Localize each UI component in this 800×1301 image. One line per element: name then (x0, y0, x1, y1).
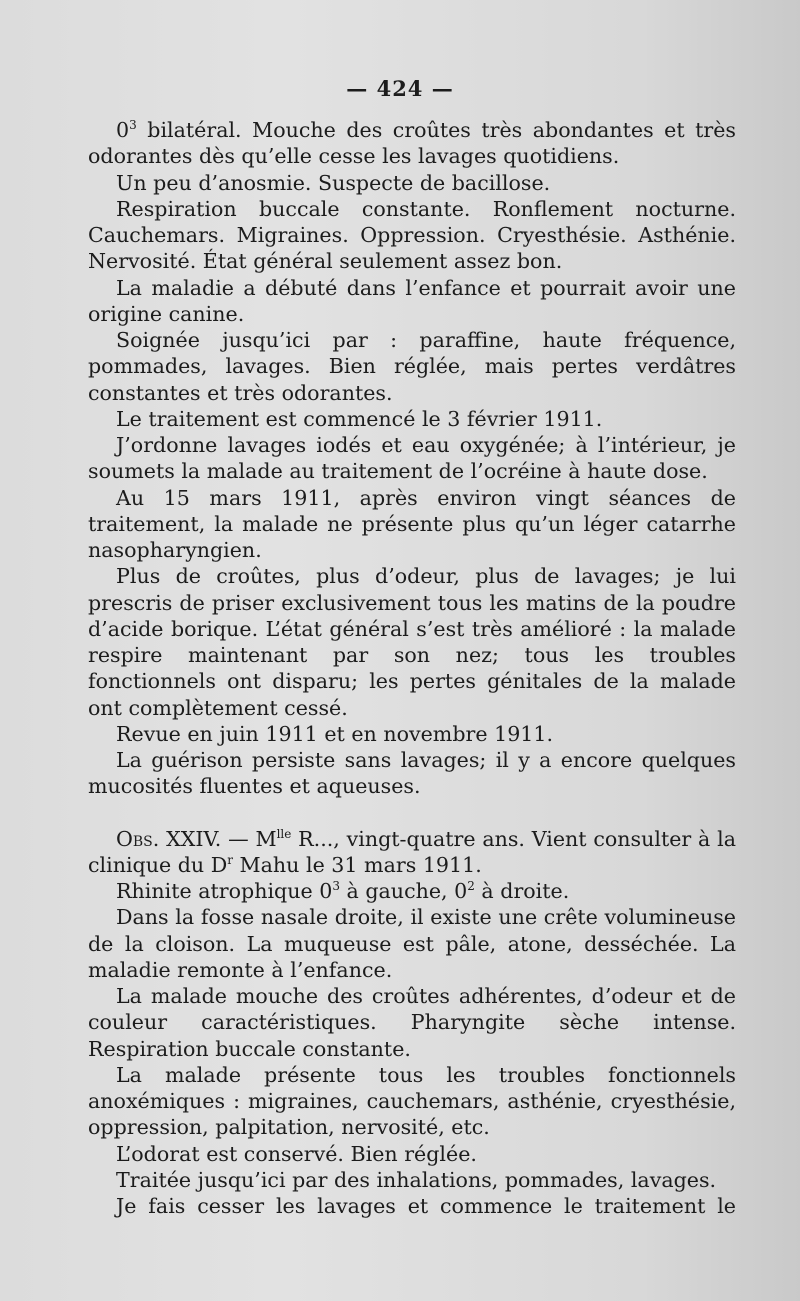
obs-dash: — M (221, 826, 277, 851)
superscript: 3 (129, 118, 137, 132)
superscript: r (227, 852, 233, 867)
superscript: 3 (332, 879, 340, 893)
paragraph: La maladie a débuté dans l’enfance et pourrait avoir une origine canine. (88, 275, 736, 326)
superscript: lle (276, 826, 292, 841)
paragraph: Dans la fosse nasale droite, il existe une crête volumineuse de la cloison. La muqueuse est pâle, atone, desséchée. La maladie remonte à l’enfance. (88, 905, 736, 982)
paragraph: Un peu d’anosmie. Suspecte de bacillose. (116, 170, 551, 195)
paragraph: La malade présente tous les troubles fonctionnels anoxémiques : migraines, cauchemars, asthénie, cryesthésie, oppression, palpitation, nervosité, etc. (88, 1062, 736, 1140)
obs-label: Obs. XXIV. (116, 826, 222, 851)
observation-heading (88, 826, 736, 879)
paragraph: J’ordonne lavages iodés et eau oxygénée; à l’intérieur, je soumets la malade au traitement de l’ocréine à haute dose. (88, 433, 736, 484)
symbol-zero: 0 (116, 118, 130, 142)
rhinite-text: à droite. (474, 879, 570, 903)
body-text (88, 117, 736, 1219)
paragraph-last: Je fais cesser les lavages et commence le traitement le (116, 1194, 736, 1218)
superscript: 2 (467, 879, 475, 893)
paragraph-text: bilatéral. Mouche des croûtes très abondantes et très odorantes dès qu’elle cesse les lavages quotidiens. (88, 118, 736, 169)
rhinite-text: à gauche, 0 (339, 879, 468, 903)
paragraph: L’odorat est conservé. Bien réglée. (116, 1141, 477, 1166)
paragraph: Au 15 mars 1911, après environ vingt séances de traitement, la malade ne présente plus qu’un léger catarrhe nasopharyngien. (88, 485, 736, 562)
obs-text: Mahu le 31 mars 1911. (233, 852, 482, 877)
page-number: — 424 — (346, 76, 454, 101)
paragraph: Soignée jusqu’ici par : paraffine, haute fréquence, pommades, lavages. Bien réglée, mais pertes verdâtres constantes et très odorantes. (88, 328, 736, 405)
paragraph: Le traitement est commencé le 3 février 1911. (116, 406, 603, 431)
rhinite-text: Rhinite atrophique 0 (116, 879, 333, 903)
paragraph: Revue en juin 1911 et en novembre 1911. (116, 721, 554, 746)
obs-text: R..., vingt-quatre ans. Vient consulter à la clinique du D (88, 826, 736, 877)
paragraph: Respiration buccale constante. Ronflement nocturne. Cauchemars. Migraines. Oppression. Cryesthésie. Asthénie. Nervosité. État général seulement assez bon. (88, 196, 736, 274)
paragraph: La malade mouche des croûtes adhérentes, d’odeur et de couleur caractéristiques. Pharyngite sèche intense. Respiration buccale constante. (88, 984, 736, 1061)
paragraph-first (88, 117, 736, 170)
paragraph-rhinite (88, 878, 736, 904)
paragraph: Plus de croûtes, plus d’odeur, plus de lavages; je lui prescris de priser exclusivement tous les matins de la poudre d’acide borique. L’état général s’est très amélioré : la malade respire maintenant par son nez; tous les troubles fonctionnels ont disparu; les pertes génitales de la malade ont complètement cessé. (88, 564, 736, 720)
paragraph: Traitée jusqu’ici par des inhalations, pommades, lavages. (116, 1167, 717, 1192)
paragraph: La guérison persiste sans lavages; il y a encore quelques mucosités fluentes et aqueuses. (88, 748, 736, 799)
